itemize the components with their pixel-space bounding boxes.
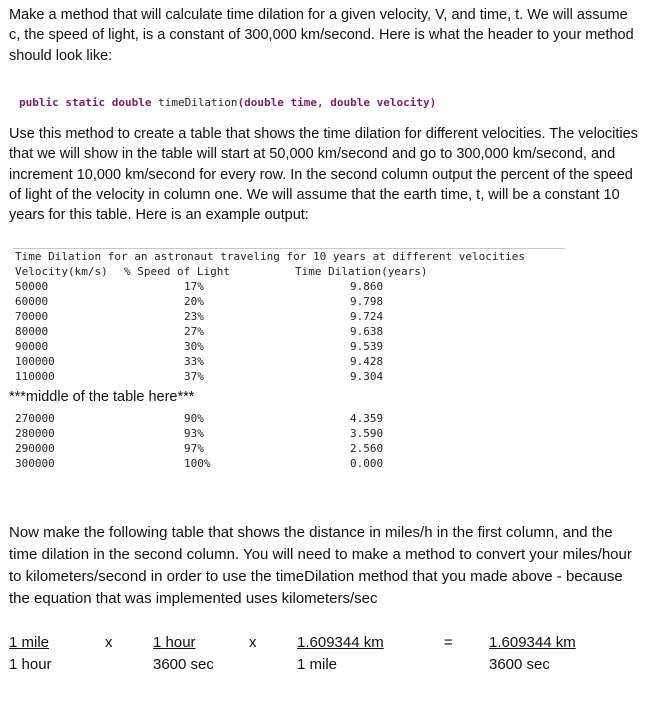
dilation-cell: 2.560 — [350, 442, 384, 455]
percent-cell: 37% — [184, 370, 204, 383]
conversion-instructions-paragraph: Now make the following table that shows the distance in miles/h in the first column, and the time dilation in the second column. You will need to make a method to convert your miles/hour to kilometers/second in order to use the timeDilation method that you made above - because the equation that was implemented uses kilometers/sec — [9, 524, 632, 607]
dilation-cell: 9.638 — [350, 325, 384, 338]
table-instructions-paragraph: Use this method to create a table that shows the time dilation for different velocities. The velocities that we will show in the table will start at 50,000 km/second and go to 300,000 km/second, and increment 10,000 km/second for every row. In the second column output the percent of the speed of light of the velocity in column one. We will assume that the earth time, t, will be a constant 10 years for this table. Here is an example output: — [9, 126, 638, 224]
multiply-sign: x — [249, 634, 257, 651]
table-row — [13, 426, 565, 441]
method-header-code — [19, 96, 436, 109]
dilation-cell: 4.359 — [350, 412, 384, 425]
table-row — [13, 456, 565, 471]
velocity-cell: 100000 — [15, 355, 55, 368]
velocity-cell: 50000 — [15, 280, 49, 293]
table-row — [13, 339, 565, 354]
fraction-km-per-mile — [297, 632, 384, 676]
header-velocity: Velocity(km/s) — [15, 265, 108, 278]
velocity-cell: 300000 — [15, 457, 55, 470]
header-percent-speed: % Speed of Light — [124, 265, 230, 278]
multiply-sign: x — [105, 634, 113, 651]
dilation-cell: 0.000 — [350, 457, 384, 470]
dilation-cell: 9.724 — [350, 310, 384, 323]
intro-paragraph: Make a method that will calculate time dilation for a given velocity, V, and time, t. We will assume c, the speed of light, is a constant of 300,000 km/second. Here is what the header to your method should look like: — [9, 7, 634, 64]
percent-cell: 90% — [184, 412, 204, 425]
fraction-numerator: 1.609344 km — [297, 634, 384, 651]
percent-cell: 20% — [184, 295, 204, 308]
fraction-numerator: 1.609344 km — [489, 634, 576, 651]
table-row — [13, 369, 565, 384]
percent-cell: 33% — [184, 355, 204, 368]
dilation-cell: 3.590 — [350, 427, 384, 440]
velocity-cell: 90000 — [15, 340, 49, 353]
fraction-km-per-second — [489, 632, 576, 676]
example-output-table — [13, 248, 565, 384]
velocity-cell: 60000 — [15, 295, 49, 308]
table-row — [13, 294, 565, 309]
fraction-denominator: 3600 sec — [153, 656, 214, 673]
percent-cell: 30% — [184, 340, 204, 353]
fraction-denominator: 3600 sec — [489, 656, 550, 673]
percent-cell: 100% — [184, 457, 211, 470]
percent-cell: 27% — [184, 325, 204, 338]
table-title-row — [13, 249, 565, 264]
fraction-numerator: 1 mile — [9, 634, 50, 651]
percent-cell: 17% — [184, 280, 204, 293]
velocity-cell: 290000 — [15, 442, 55, 455]
code-method-name: timeDilation — [158, 96, 238, 109]
velocity-cell: 80000 — [15, 325, 49, 338]
equals-sign: = — [444, 634, 453, 651]
dilation-cell: 9.860 — [350, 280, 384, 293]
fraction-hour-per-seconds — [153, 632, 214, 676]
code-modifiers: public static double — [19, 96, 152, 109]
percent-cell: 23% — [184, 310, 204, 323]
code-params: (double time, double velocity) — [237, 96, 437, 109]
fraction-numerator: 1 hour — [153, 634, 196, 651]
velocity-cell: 270000 — [15, 412, 55, 425]
table-row — [13, 441, 565, 456]
dilation-cell: 9.539 — [350, 340, 384, 353]
example-output-table-bottom — [13, 411, 565, 471]
dilation-cell: 9.304 — [350, 370, 384, 383]
velocity-cell: 70000 — [15, 310, 49, 323]
table-row — [13, 309, 565, 324]
dilation-cell: 9.428 — [350, 355, 384, 368]
fraction-denominator: 1 mile — [297, 656, 338, 673]
fraction-denominator: 1 hour — [9, 656, 52, 673]
percent-cell: 97% — [184, 442, 204, 455]
table-row — [13, 324, 565, 339]
percent-cell: 93% — [184, 427, 204, 440]
fraction-miles-per-hour — [9, 632, 52, 676]
velocity-cell: 110000 — [15, 370, 55, 383]
velocity-cell: 280000 — [15, 427, 55, 440]
header-time-dilation: Time Dilation(years) — [295, 265, 428, 278]
table-header-row — [13, 264, 565, 279]
table-row — [13, 279, 565, 294]
dilation-cell: 9.798 — [350, 295, 384, 308]
table-row — [13, 411, 565, 426]
table-row — [13, 354, 565, 369]
table-title: Time Dilation for an astronaut traveling for 10 years at different velocities — [15, 250, 525, 263]
middle-of-table-note: ***middle of the table here*** — [9, 389, 195, 405]
